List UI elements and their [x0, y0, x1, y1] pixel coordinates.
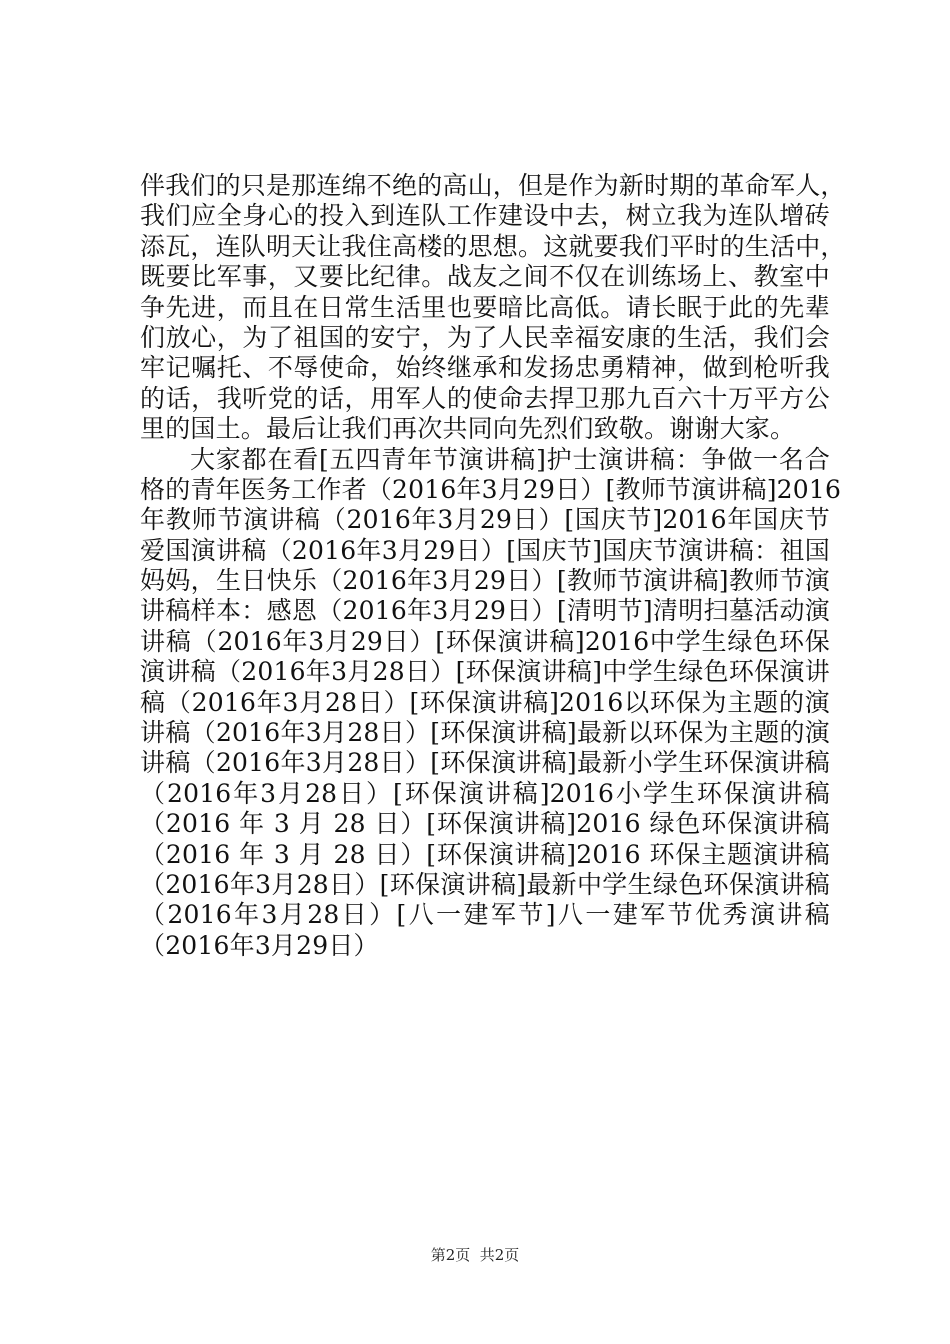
text-line: 讲稿（2016年3月29日）[环保演讲稿]2016中学生绿色环保 — [140, 626, 830, 656]
text-line: （2016 年 3 月 28 日）[环保演讲稿]2016 绿色环保演讲稿 — [140, 809, 830, 839]
text-line: 牢记嘱托、不辱使命，始终继承和发扬忠勇精神，做到枪听我 — [140, 353, 830, 383]
text-line: 妈妈，生日快乐（2016年3月29日）[教师节演讲稿]教师节演 — [140, 566, 830, 596]
text-line: 讲稿（2016年3月28日）[环保演讲稿]最新小学生环保演讲稿 — [140, 748, 830, 778]
text-line: （2016年3月28日）[环保演讲稿]2016小学生环保演讲稿 — [140, 778, 830, 808]
text-line: （2016年3月28日）[八一建军节]八一建军节优秀演讲稿 — [140, 900, 830, 930]
text-line: 我们应全身心的投入到连队工作建设中去，树立我为连队增砖 — [140, 201, 830, 231]
text-line: （2016 年 3 月 28 日）[环保演讲稿]2016 环保主题演讲稿 — [140, 839, 830, 869]
text-line: 讲稿样本：感恩（2016年3月29日）[清明节]清明扫墓活动演 — [140, 596, 830, 626]
text-line: 里的国土。最后让我们再次共同向先烈们致敬。谢谢大家。 — [140, 414, 796, 444]
text-line: 伴我们的只是那连绵不绝的高山，但是作为新时期的革命军人， — [140, 171, 846, 200]
text-line: 稿（2016年3月28日）[环保演讲稿]2016以环保为主题的演 — [140, 687, 830, 717]
text-line: 既要比军事，又要比纪律。战友之间不仅在训练场上、教室中 — [140, 262, 830, 292]
paragraph-speech-ending — [140, 171, 846, 445]
text-line: 们放心，为了祖国的安宁，为了人民幸福安康的生活，我们会 — [140, 322, 830, 352]
document-body — [140, 171, 846, 961]
paragraph-related-links — [140, 444, 842, 962]
text-line: 的话，我听党的话，用军人的使命去捍卫那九百六十万平方公 — [140, 383, 830, 413]
text-line: （2016年3月28日）[环保演讲稿]最新中学生绿色环保演讲稿 — [140, 869, 830, 899]
text-line: 年教师节演讲稿（2016年3月29日）[国庆节]2016年国庆节 — [140, 505, 830, 535]
text-line: 演讲稿（2016年3月28日）[环保演讲稿]中学生绿色环保演讲 — [140, 657, 830, 687]
text-line: 争先进，而且在日常生活里也要暗比高低。请长眠于此的先辈 — [140, 292, 830, 322]
page-number-footer: 第2页 共2页 — [430, 1246, 520, 1264]
text-line: （2016年3月29日） — [140, 930, 379, 960]
text-line: 格的青年医务工作者（2016年3月29日）[教师节演讲稿]2016 — [140, 474, 842, 504]
text-line: 大家都在看[五四青年节演讲稿]护士演讲稿：争做一名合 — [190, 444, 830, 474]
text-line: 讲稿（2016年3月28日）[环保演讲稿]最新以环保为主题的演 — [140, 718, 830, 748]
text-line: 爱国演讲稿（2016年3月29日）[国庆节]国庆节演讲稿：祖国 — [140, 535, 830, 565]
text-line: 添瓦，连队明天让我住高楼的思想。这就要我们平时的生活中， — [140, 231, 846, 261]
